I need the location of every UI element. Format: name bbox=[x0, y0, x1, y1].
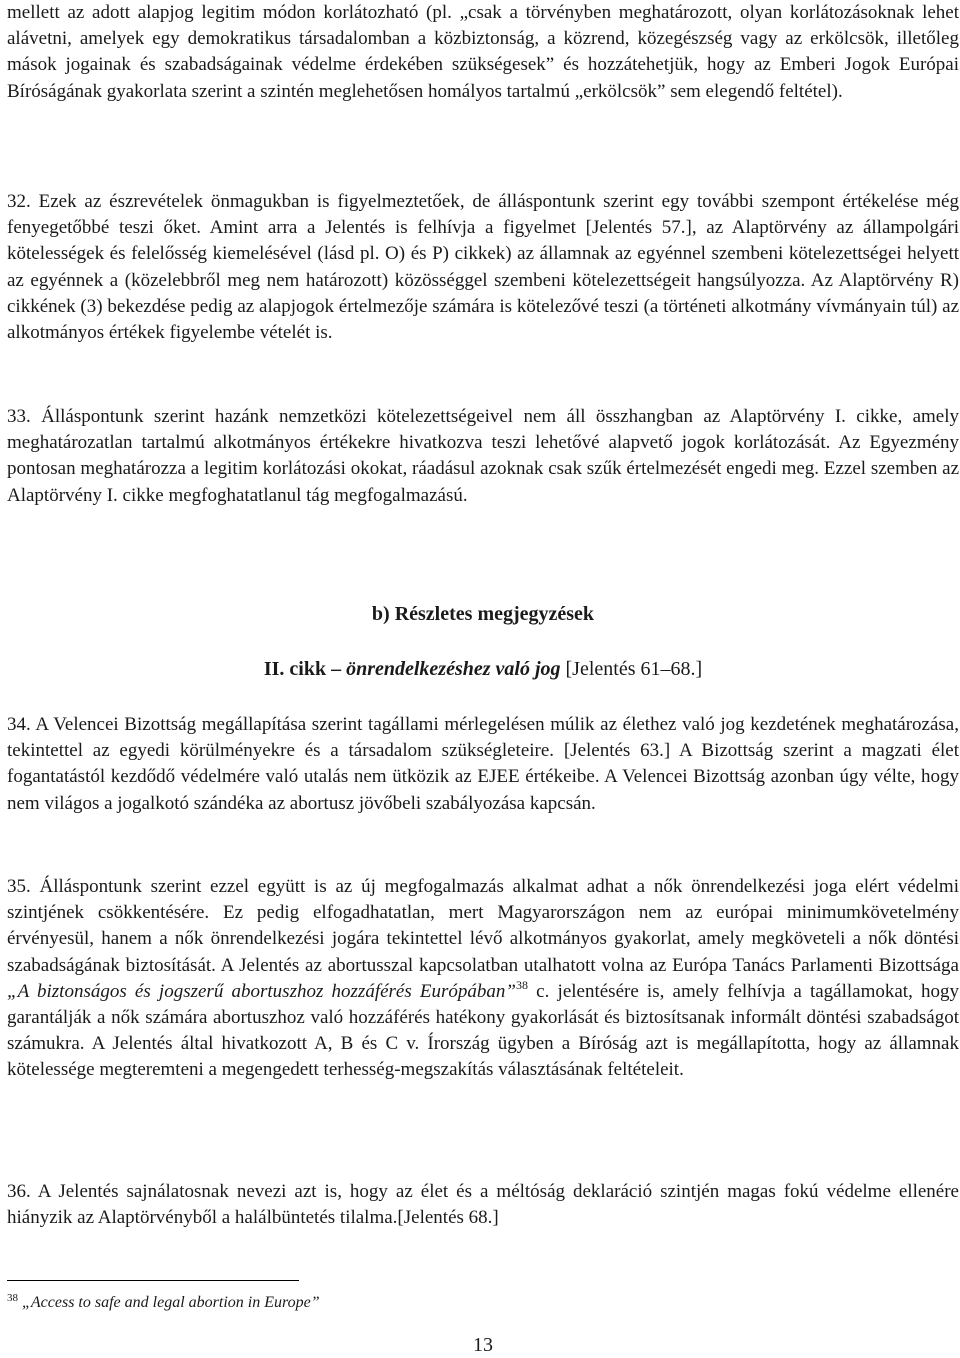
article-heading-italic: önrendelkezéshez való jog bbox=[346, 658, 561, 680]
footnote bbox=[7, 1293, 320, 1313]
footnote-divider bbox=[7, 1280, 299, 1281]
paragraph-35-part-a: 35. Álláspontunk szerint ezzel együtt is az új megfogalmazás alkalmat adhat a nők önrendelkezési joga elért védelmi szintjének csökkentésére. Ez pedig elfogadhatatlan, mert Magyarországon nem az európai minimumkövetelmény érvényesül, hanem a nők önrendelkezési jogára tekintettel lévő alkotmányos gyakorlat, amely megköveteli a nők döntési szabadságának biztosítását. A Jelentés az abortusszal kapcsolatban utalhatott volna az Európa Tanács Parlamenti Bizottsága bbox=[7, 876, 959, 976]
report-title-reference: „A biztonságos és jogszerű abortuszhoz hozzáférés Európában” bbox=[7, 980, 516, 1002]
paragraph-33: 33. Álláspontunk szerint hazánk nemzetközi kötelezettségeivel nem áll összhangban az Alaptörvény I. cikke, amely meghatározatlan tartalmú alkotmányos értékekre hivatkozva teszi lehetővé alapvető jogok korlátozását. Az Egyezmény pontosan meghatározza a legitim korlátozási okokat, ráadásul azoknak csak szűk értelmezését engedi meg. Ezzel szemben az Alaptörvény I. cikke megfoghatatlanul tág megfogalmazású. bbox=[7, 406, 959, 506]
paragraph-35 bbox=[7, 874, 959, 1084]
page-number: 13 bbox=[473, 1334, 493, 1356]
paragraph-36: 36. A Jelentés sajnálatosnak nevezi azt is, hogy az élet és a méltóság deklaráció szintjén magas fokú védelme ellenére hiányzik az Alaptörvényből a halálbüntetés tilalma.[Jelentés 68.] bbox=[7, 1181, 959, 1229]
footnote-text: „Access to safe and legal abortion in Europe” bbox=[18, 1294, 320, 1311]
article-heading bbox=[7, 656, 959, 682]
section-heading bbox=[7, 601, 959, 627]
paragraph-continued: mellett az adott alapjog legitim módon korlátozható (pl. „csak a törvényben meghatározott, olyan korlátozásoknak lehet alávetni, amelyek egy demokratikus társadalomban a közbiztonság, a közrend, közegészség vagy az erkölcsök, illetőleg mások jogainak és szabadságainak védelme érdekében szükségesek” és hozzátehetjük, hogy az Emberi Jogok Európai Bíróságának gyakorlata szerint a szintén meglehetősen homályos tartalmú „erkölcsök” sem elegendő feltétel). bbox=[7, 2, 959, 102]
article-heading-ref: [Jelentés 61–68.] bbox=[560, 658, 703, 680]
paragraph-34: 34. A Velencei Bizottság megállapítása szerint tagállami mérlegelésen múlik az élethez való jog kezdetének meghatározása, tekintettel az egyedi körülményekre és a társadalom szükségleteire. [Jelentés 63.] A Bizottság szerint a magzati élet fogantatástól kezdődő védelmére való utalás nem ütközik az EJEE értékeibe. A Velencei Bizottság azonban úgy vélte, hogy nem világos a jogalkotó szándéka az abortusz jövőbeli szabályozása kapcsán. bbox=[7, 714, 959, 814]
section-heading-text: b) Részletes megjegyzések bbox=[371, 603, 595, 625]
paragraph-35-part-b: c. jelentésére is, amely felhívja a tagállamokat, hogy garantálják a nők számára abortuszhoz való hozzáférés hatékony gyakorlását és biztosítsanak informált döntési szabadságot számukra. A Jelentés által hivatkozott A, B és C v. Írország ügyben a Bíróság azt is megállapította, hogy az államnak kötelessége megteremteni a megengedett terhesség-megszakítás választásának feltételeit. bbox=[7, 980, 960, 1081]
footnote-reference[interactable]: 38 bbox=[516, 977, 528, 992]
article-heading-bold: II. cikk – bbox=[263, 658, 347, 680]
paragraph-32: 32. Ezek az észrevételek önmagukban is figyelmeztetőek, de álláspontunk szerint egy további szempont értékelése még fenyegetőbbé teszi őket. Amint arra a Jelentés is felhívja a figyelmet [Jelentés 57.], az Alaptörvény az állampolgári kötelességek és felelősség kiemelésével (lásd pl. O) és P) cikkek) az államnak az egyénnel szembeni kötelezettségei helyett az egyénnek a (közelebbről meg nem határozott) közösséggel szembeni kötelezettségeit hangsúlyozza. Az Alaptörvény R) cikkének (3) bekezdése pedig az alapjogok értelmezője számára is kötelezővé teszi (a történeti alkotmány vívmányain túl) az alkotmányos értékek figyelembe vételét is. bbox=[7, 191, 959, 344]
footnote-number: 38 bbox=[7, 1292, 18, 1304]
